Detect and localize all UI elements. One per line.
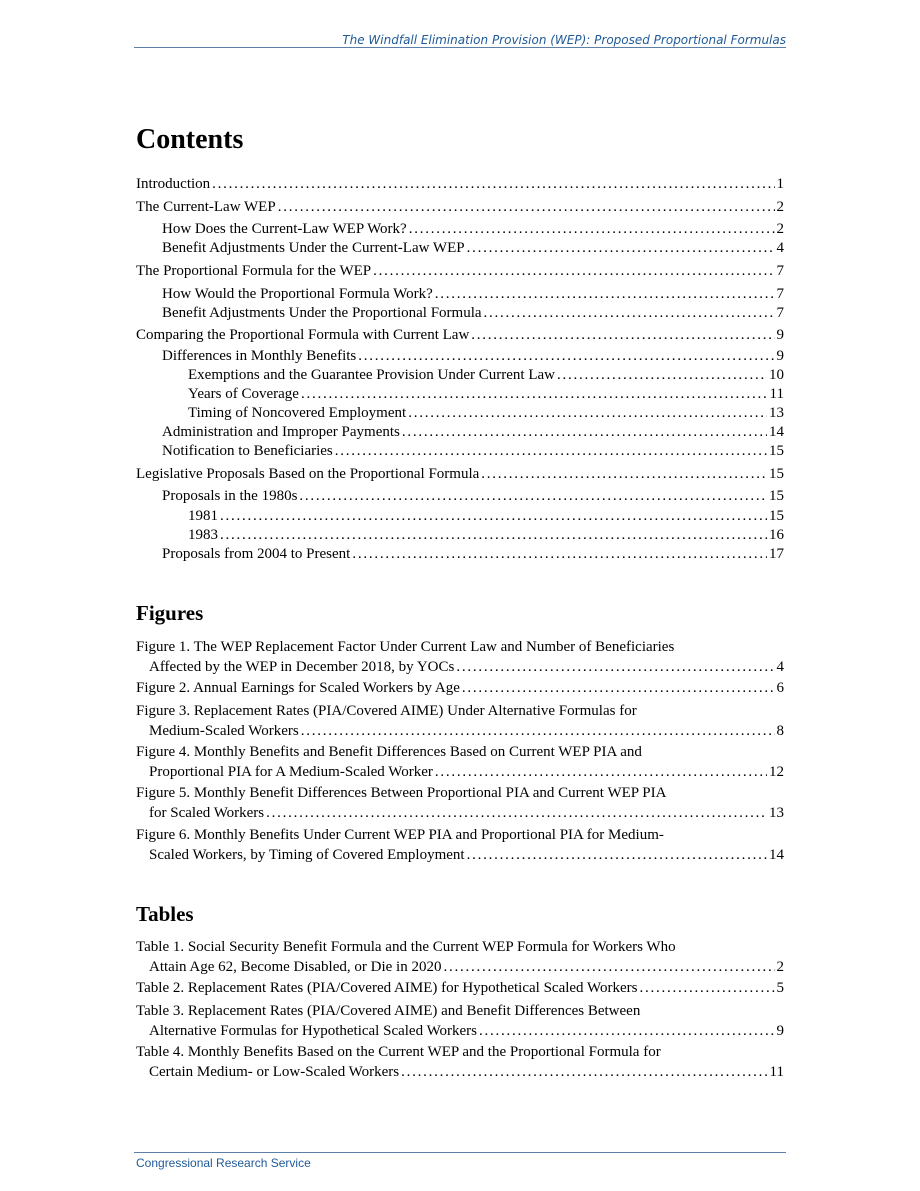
dot-leader [212, 174, 774, 194]
table-caption-line: Table 3. Replacement Rates (PIA/Covered AIME) and Benefit Differences Between [136, 1003, 641, 1019]
table-page: 11 [769, 1064, 784, 1080]
toc-entry-page: 9 [776, 348, 784, 364]
toc-entry-page: 15 [769, 443, 784, 459]
dot-leader [435, 762, 767, 782]
toc-entry[interactable] [136, 403, 784, 423]
figure-entry[interactable] [136, 701, 784, 741]
figure-caption-line: Figure 1. The WEP Replacement Factor Under Current Law and Number of Beneficiaries [136, 639, 675, 655]
dot-leader [220, 525, 767, 545]
toc-entry-title: How Does the Current-Law WEP Work? [162, 221, 407, 237]
dot-leader [443, 957, 774, 977]
dot-leader [467, 238, 775, 258]
toc-entry[interactable] [136, 544, 784, 564]
toc-entry-page: 10 [769, 367, 784, 383]
header-rule [134, 47, 786, 48]
table-entry[interactable] [136, 978, 784, 998]
toc-entry-page: 17 [769, 546, 784, 562]
toc-entry-page: 15 [769, 466, 784, 482]
dot-leader [402, 422, 767, 442]
toc-entry[interactable] [136, 486, 784, 506]
figure-caption-line: Scaled Workers, by Timing of Covered Employment [149, 847, 465, 863]
footer-source: Congressional Research Service [136, 1156, 311, 1170]
figure-entry[interactable] [136, 637, 784, 677]
dot-leader [435, 284, 775, 304]
toc-entry-title: Benefit Adjustments Under the Current-Law WEP [162, 240, 465, 256]
toc-entry-title: Notification to Beneficiaries [162, 443, 333, 459]
toc-entry-page: 1 [776, 176, 784, 192]
figure-entry[interactable] [136, 742, 784, 782]
table-caption-line: Certain Medium- or Low-Scaled Workers [149, 1064, 400, 1080]
table-caption-line: Table 1. Social Security Benefit Formula and the Current WEP Formula for Workers Who [136, 939, 676, 955]
figure-page: 6 [776, 680, 784, 696]
table-caption-line: Attain Age 62, Become Disabled, or Die in 2020 [149, 959, 442, 975]
toc-entry-title: Administration and Improper Payments [162, 424, 400, 440]
table-page: 2 [776, 959, 784, 975]
toc-entry-title: Proposals in the 1980s [162, 488, 298, 504]
footer-rule [134, 1152, 786, 1153]
toc-entry-title: Legislative Proposals Based on the Proportional Formula [136, 466, 480, 482]
figure-caption-line: for Scaled Workers [149, 805, 265, 821]
dot-leader [266, 803, 767, 823]
dot-leader [408, 403, 767, 423]
toc-entry-page: 2 [776, 199, 784, 215]
toc-entry-page: 11 [769, 386, 784, 402]
toc-entry-page: 7 [776, 286, 784, 302]
toc-entry-page: 9 [776, 327, 784, 343]
toc-entry-title: Proposals from 2004 to Present [162, 546, 351, 562]
table-caption-line: Alternative Formulas for Hypothetical Scaled Workers [149, 1023, 478, 1039]
toc-entry-page: 2 [776, 221, 784, 237]
toc-entry[interactable] [136, 422, 784, 442]
toc-entry-page: 14 [769, 424, 784, 440]
toc-entry-title: Benefit Adjustments Under the Proportional Formula [162, 305, 482, 321]
table-caption-line: Table 4. Monthly Benefits Based on the Current WEP and the Proportional Formula for [136, 1044, 661, 1060]
dot-leader [278, 197, 775, 217]
dot-leader [401, 1062, 767, 1082]
toc-entry[interactable] [136, 346, 784, 366]
figures-title: Figures [136, 601, 204, 625]
toc-entry-title: The Proportional Formula for the WEP [136, 263, 372, 279]
dot-leader [462, 678, 775, 698]
contents-title: Contents [136, 124, 244, 155]
table-page: 5 [776, 980, 784, 996]
toc-entry-page: 15 [769, 508, 784, 524]
toc-entry[interactable] [136, 238, 784, 258]
dot-leader [299, 486, 767, 506]
dot-leader [467, 845, 767, 865]
figure-page: 12 [769, 764, 784, 780]
table-entry[interactable] [136, 1001, 784, 1041]
dot-leader [557, 365, 767, 385]
dot-leader [479, 1021, 774, 1041]
dot-leader [301, 721, 775, 741]
toc-entry[interactable] [136, 174, 784, 194]
dot-leader [373, 261, 774, 281]
toc-entry[interactable] [136, 384, 784, 404]
figure-caption-line: Figure 6. Monthly Benefits Under Current WEP PIA and Proportional PIA for Medium- [136, 827, 664, 843]
toc-entry[interactable] [136, 303, 784, 323]
figure-page: 14 [769, 847, 784, 863]
toc-entry-page: 4 [776, 240, 784, 256]
dot-leader [409, 219, 775, 239]
dot-leader [220, 506, 767, 526]
figure-caption-line: Medium-Scaled Workers [149, 723, 299, 739]
dot-leader [358, 346, 774, 366]
toc-entry[interactable] [136, 261, 784, 281]
dot-leader [352, 544, 767, 564]
toc-entry-title: The Current-Law WEP [136, 199, 276, 215]
toc-entry[interactable] [136, 464, 784, 484]
toc-entry-page: 7 [776, 263, 784, 279]
table-caption-line: Table 2. Replacement Rates (PIA/Covered AIME) for Hypothetical Scaled Workers [136, 980, 638, 996]
figure-page: 13 [769, 805, 784, 821]
toc-entry-page: 7 [776, 305, 784, 321]
toc-entry-page: 15 [769, 488, 784, 504]
toc-entry[interactable] [136, 197, 784, 217]
toc-entry-title: Comparing the Proportional Formula with Current Law [136, 327, 470, 343]
toc-entry[interactable] [136, 284, 784, 304]
dot-leader [301, 384, 768, 404]
toc-entry-title: How Would the Proportional Formula Work? [162, 286, 433, 302]
dot-leader [471, 325, 774, 345]
figure-caption-line: Figure 2. Annual Earnings for Scaled Workers by Age [136, 680, 460, 696]
toc-entry[interactable] [136, 441, 784, 461]
figure-page: 8 [776, 723, 784, 739]
toc-entry-page: 13 [769, 405, 784, 421]
figure-caption-line: Affected by the WEP in December 2018, by YOCs [149, 659, 455, 675]
toc-entry[interactable] [136, 525, 784, 545]
figure-caption-line: Figure 4. Monthly Benefits and Benefit Differences Based on Current WEP PIA and [136, 744, 642, 760]
running-header: The Windfall Elimination Provision (WEP): Proposed Proportional Formulas [342, 33, 786, 47]
toc-entry-title: Exemptions and the Guarantee Provision Under Current Law [188, 367, 555, 383]
toc-entry[interactable] [136, 506, 784, 526]
figure-caption-line: Proportional PIA for A Medium-Scaled Worker [149, 764, 433, 780]
figure-page: 4 [776, 659, 784, 675]
figure-caption-line: Figure 3. Replacement Rates (PIA/Covered AIME) Under Alternative Formulas for [136, 703, 637, 719]
table-entry[interactable] [136, 937, 784, 977]
toc-entry-title: Years of Coverage [188, 386, 299, 402]
toc-entry-page: 16 [769, 527, 784, 543]
dot-leader [481, 464, 767, 484]
toc-entry-title: Differences in Monthly Benefits [162, 348, 357, 364]
toc-entry-title: Introduction [136, 176, 211, 192]
figure-entry[interactable] [136, 678, 784, 698]
toc-entry[interactable] [136, 365, 784, 385]
toc-entry[interactable] [136, 325, 784, 345]
dot-leader [456, 657, 774, 677]
dot-leader [335, 441, 767, 461]
figure-entry[interactable] [136, 825, 784, 865]
dot-leader [484, 303, 775, 323]
table-page: 9 [776, 1023, 784, 1039]
toc-entry-title: 1981 [188, 508, 218, 524]
table-entry[interactable] [136, 1042, 784, 1082]
figure-entry[interactable] [136, 783, 784, 823]
tables-title: Tables [136, 902, 194, 926]
toc-entry-title: 1983 [188, 527, 218, 543]
figure-caption-line: Figure 5. Monthly Benefit Differences Between Proportional PIA and Current WEP PIA [136, 785, 667, 801]
dot-leader [639, 978, 774, 998]
toc-entry[interactable] [136, 219, 784, 239]
toc-entry-title: Timing of Noncovered Employment [188, 405, 407, 421]
